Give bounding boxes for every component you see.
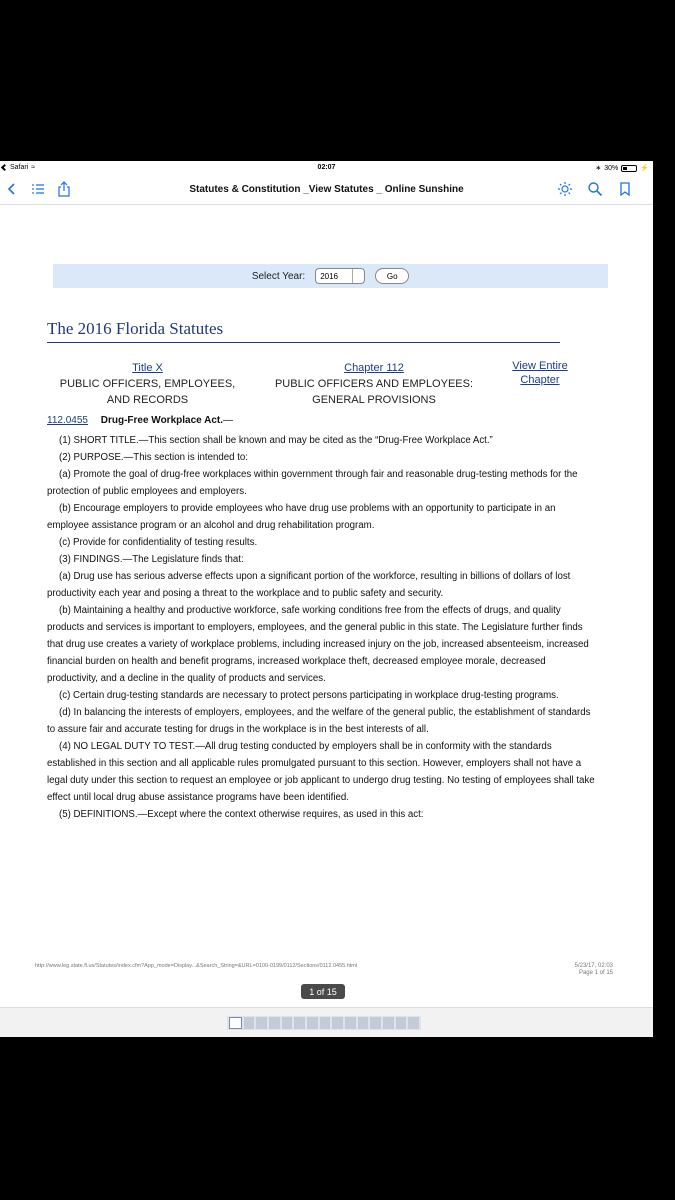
section-name: Drug-Free Workplace Act.: [100, 415, 224, 426]
pdf-footer-url: http://www.leg.state.fl.us/Statutes/index.cfm?App_mode=Display...&Search_String=&URL=0100-0199/0112/Sections/0112.0455.html: [35, 963, 358, 969]
page-thumbnail-strip: [0, 1007, 653, 1037]
chapter-link[interactable]: Chapter 112: [344, 362, 404, 374]
view-entire-line1[interactable]: View Entire: [512, 360, 568, 372]
pdf-footer-date: [575, 963, 613, 977]
bookmark-icon[interactable]: [617, 181, 633, 197]
select-year-label: Select Year:: [251, 270, 306, 282]
statutes-heading: The 2016 Florida Statutes: [47, 319, 224, 338]
statute-paragraph: (c) Certain drug-testing standards are necessary to protect persons participating in workplace drug-testing programs.: [59, 690, 559, 701]
page-thumbnail[interactable]: [332, 1017, 343, 1029]
chapter-name-line1: PUBLIC OFFICERS AND EMPLOYEES:: [274, 378, 474, 390]
go-button[interactable]: Go: [375, 268, 409, 284]
statute-paragraph: (c) Provide for confidentiality of testing results.: [59, 537, 258, 548]
view-entire-line2[interactable]: Chapter: [520, 374, 560, 386]
safari-toolbar: [0, 175, 653, 205]
page-title: Statutes & Constitution _View Statutes _ Online Sunshine: [189, 184, 464, 195]
search-icon[interactable]: [587, 181, 603, 197]
battery-icon: [621, 165, 637, 172]
pdf-page-label: Page 1 of 15: [578, 970, 613, 976]
select-year-bar: [53, 264, 608, 288]
statute-paragraph: (a) Drug use has serious adverse effects upon a significant portion of the workforce, resulting in billions of dollars of lost productivity each year and posing a threat to the workplace and to public safety and security.: [47, 571, 571, 599]
page-thumbnail[interactable]: [396, 1017, 407, 1029]
section-number-link[interactable]: 112.0455: [47, 415, 88, 426]
page-thumbnail[interactable]: [282, 1017, 293, 1029]
charging-icon: ⚡: [640, 165, 649, 172]
page-thumbnail[interactable]: [345, 1017, 356, 1029]
brightness-icon[interactable]: [557, 181, 573, 197]
chapter-column: [265, 360, 483, 408]
statute-paragraph: (b) Encourage employers to provide employees who have drug use problems with an opportunity to participate in an employee assistance program or an alcohol and drug rehabilitation program.: [47, 503, 556, 531]
page-thumbnail[interactable]: [370, 1017, 381, 1029]
title-column: [55, 360, 240, 408]
ipad-screen: [0, 161, 653, 1037]
page-thumbnail[interactable]: [269, 1017, 280, 1029]
page-indicator: 1 of 15: [301, 984, 345, 999]
page-thumbnail[interactable]: [244, 1017, 255, 1029]
chapter-name-line2: GENERAL PROVISIONS: [312, 394, 436, 406]
year-select-value: 2016: [320, 271, 338, 281]
statute-body: [47, 432, 595, 823]
statute-paragraph: (3) FINDINGS.—The Legislature finds that:: [59, 554, 244, 565]
page-thumbnail[interactable]: [229, 1017, 242, 1029]
statute-paragraph: (4) NO LEGAL DUTY TO TEST.—All drug testing conducted by employers shall be in conformity with the standards established in this section and all applicable rules promulgated pursuant to this section. However, employers shall not have a legal duty under this section to request an employee or job applicant to undergo drug testing. No testing of employees shall take effect until local drug abuse assistance programs have been identified.: [47, 741, 595, 803]
status-app-label[interactable]: Safari: [10, 164, 29, 171]
wifi-icon: ≈: [31, 164, 36, 171]
status-right: [595, 164, 649, 172]
page-thumbnail[interactable]: [256, 1017, 267, 1029]
statute-paragraph: (1) SHORT TITLE.—This section shall be known and may be cited as the “Drug-Free Workplace Act.”: [59, 435, 493, 446]
page-thumbnail[interactable]: [408, 1017, 419, 1029]
title-name-line1: PUBLIC OFFICERS, EMPLOYEES,: [59, 378, 236, 390]
section-heading: [47, 415, 233, 426]
statute-paragraph: (2) PURPOSE.—This section is intended to:: [59, 452, 248, 463]
thumbnail-scrubber[interactable]: [227, 1016, 421, 1030]
pdf-print-date: 5/23/17, 02:03: [574, 963, 613, 969]
status-time: 02:07: [317, 164, 336, 171]
statute-paragraph: (d) In balancing the interests of employers, employees, and the welfare of the general public, the establishment of standards to assure fair and accurate testing for drugs in the workplace is in the best interests of all.: [47, 707, 591, 735]
statute-paragraph: (a) Promote the goal of drug-free workplaces within government through fair and reasonable drug-testing methods for the protection of public employees and employers.: [47, 469, 578, 497]
title-name-line2: AND RECORDS: [106, 394, 189, 406]
bluetooth-icon: ∗: [595, 165, 602, 172]
view-entire-chapter-link[interactable]: [505, 359, 575, 387]
page-thumbnail[interactable]: [383, 1017, 394, 1029]
page-thumbnail[interactable]: [358, 1017, 369, 1029]
page-thumbnail[interactable]: [320, 1017, 331, 1029]
year-select[interactable]: [315, 268, 365, 284]
status-bar: [0, 161, 653, 175]
page-thumbnail[interactable]: [294, 1017, 305, 1029]
page-thumbnail[interactable]: [307, 1017, 318, 1029]
statute-paragraph: (5) DEFINITIONS.—Except where the context otherwise requires, as used in this act:: [59, 809, 424, 820]
heading-divider: [47, 342, 560, 343]
section-dash: —: [223, 415, 234, 426]
statute-paragraph: (b) Maintaining a healthy and productive workforce, safe working conditions free from the effects of drugs, and quality products and services is important to employers, employees, and the general public in this state. The Legislature further finds that drug use creates a variety of workplace problems, including increased injury on the job, increased absenteeism, increased financial burden on health and benefit programs, increased workplace theft, decreased employee morale, decreased productivity, and a decline in the quality of products and services.: [47, 605, 589, 684]
chevron-down-icon: [352, 269, 364, 283]
battery-percent: 30%: [604, 164, 619, 172]
title-link[interactable]: Title X: [132, 362, 163, 374]
